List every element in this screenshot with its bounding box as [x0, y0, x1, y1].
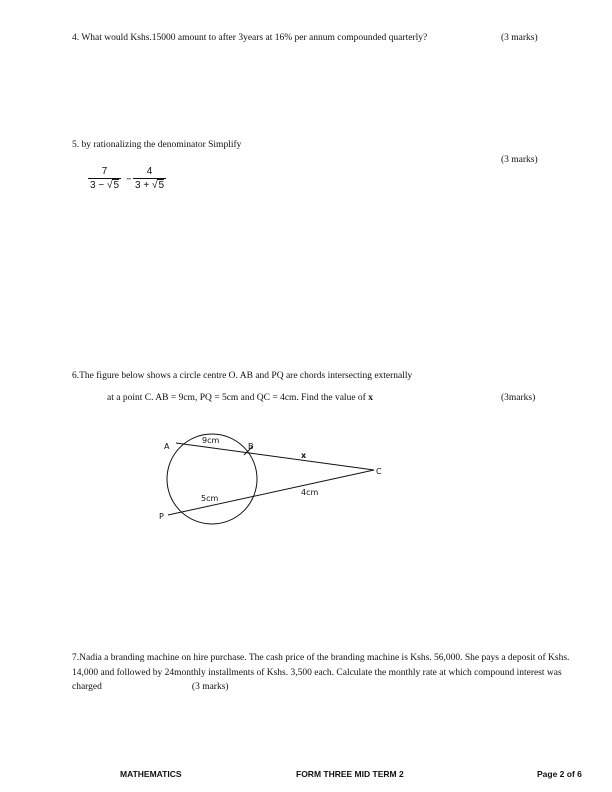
question-7-text: 7.Nadia a branding machine on hire purchase. The cash price of the branding machine is Kshs. 56,000. She pays a deposit of Kshs. 14,000 and followed by 24monthly installments of Kshs. 3,500 each. Calculate the monthly rate at which compound interest was charged (3 marks) [72, 653, 570, 692]
question-6-line-1: 6.The figure below shows a circle centre O. AB and PQ are chords intersecting externally [72, 371, 413, 381]
minus-sign: − [126, 174, 132, 185]
question-5-marks: (3 marks) [501, 155, 538, 165]
question-4-marks: (3 marks) [501, 33, 538, 43]
label-b: B [248, 442, 254, 451]
label-p: P [159, 512, 164, 521]
question-5-text: 5. by rationalizing the denominator Simplify [72, 140, 242, 150]
label-5cm: 5cm [201, 494, 219, 503]
fraction-1-numerator: 7 [101, 166, 108, 177]
question-4-text: 4. What would Kshs.15000 amount to after 3years at 16% per annum compounded quarterly? [72, 33, 428, 43]
label-c: C [376, 467, 382, 476]
line-abc [176, 443, 374, 470]
fraction-2-numerator: 4 [146, 166, 153, 177]
footer-subject: MATHEMATICS [120, 769, 182, 779]
question-6-marks: (3marks) [501, 393, 536, 403]
question-6-line-2: at a point C. AB = 9cm, PQ = 5cm and QC = 4cm. Find the value of x [107, 393, 373, 403]
label-9cm: 9cm [202, 436, 220, 445]
label-a: A [164, 442, 170, 451]
label-x: x [301, 451, 307, 460]
footer-page-number: Page 2 of 6 [537, 769, 582, 779]
fraction-1-denominator: 3 − √5 [90, 180, 120, 191]
line-pqc [168, 470, 374, 515]
footer-exam: FORM THREE MID TERM 2 [296, 769, 404, 779]
question-7-marks: (3 marks) [191, 682, 229, 692]
fraction-2-denominator: 3 + √5 [135, 180, 165, 191]
label-4cm: 4cm [301, 488, 319, 497]
